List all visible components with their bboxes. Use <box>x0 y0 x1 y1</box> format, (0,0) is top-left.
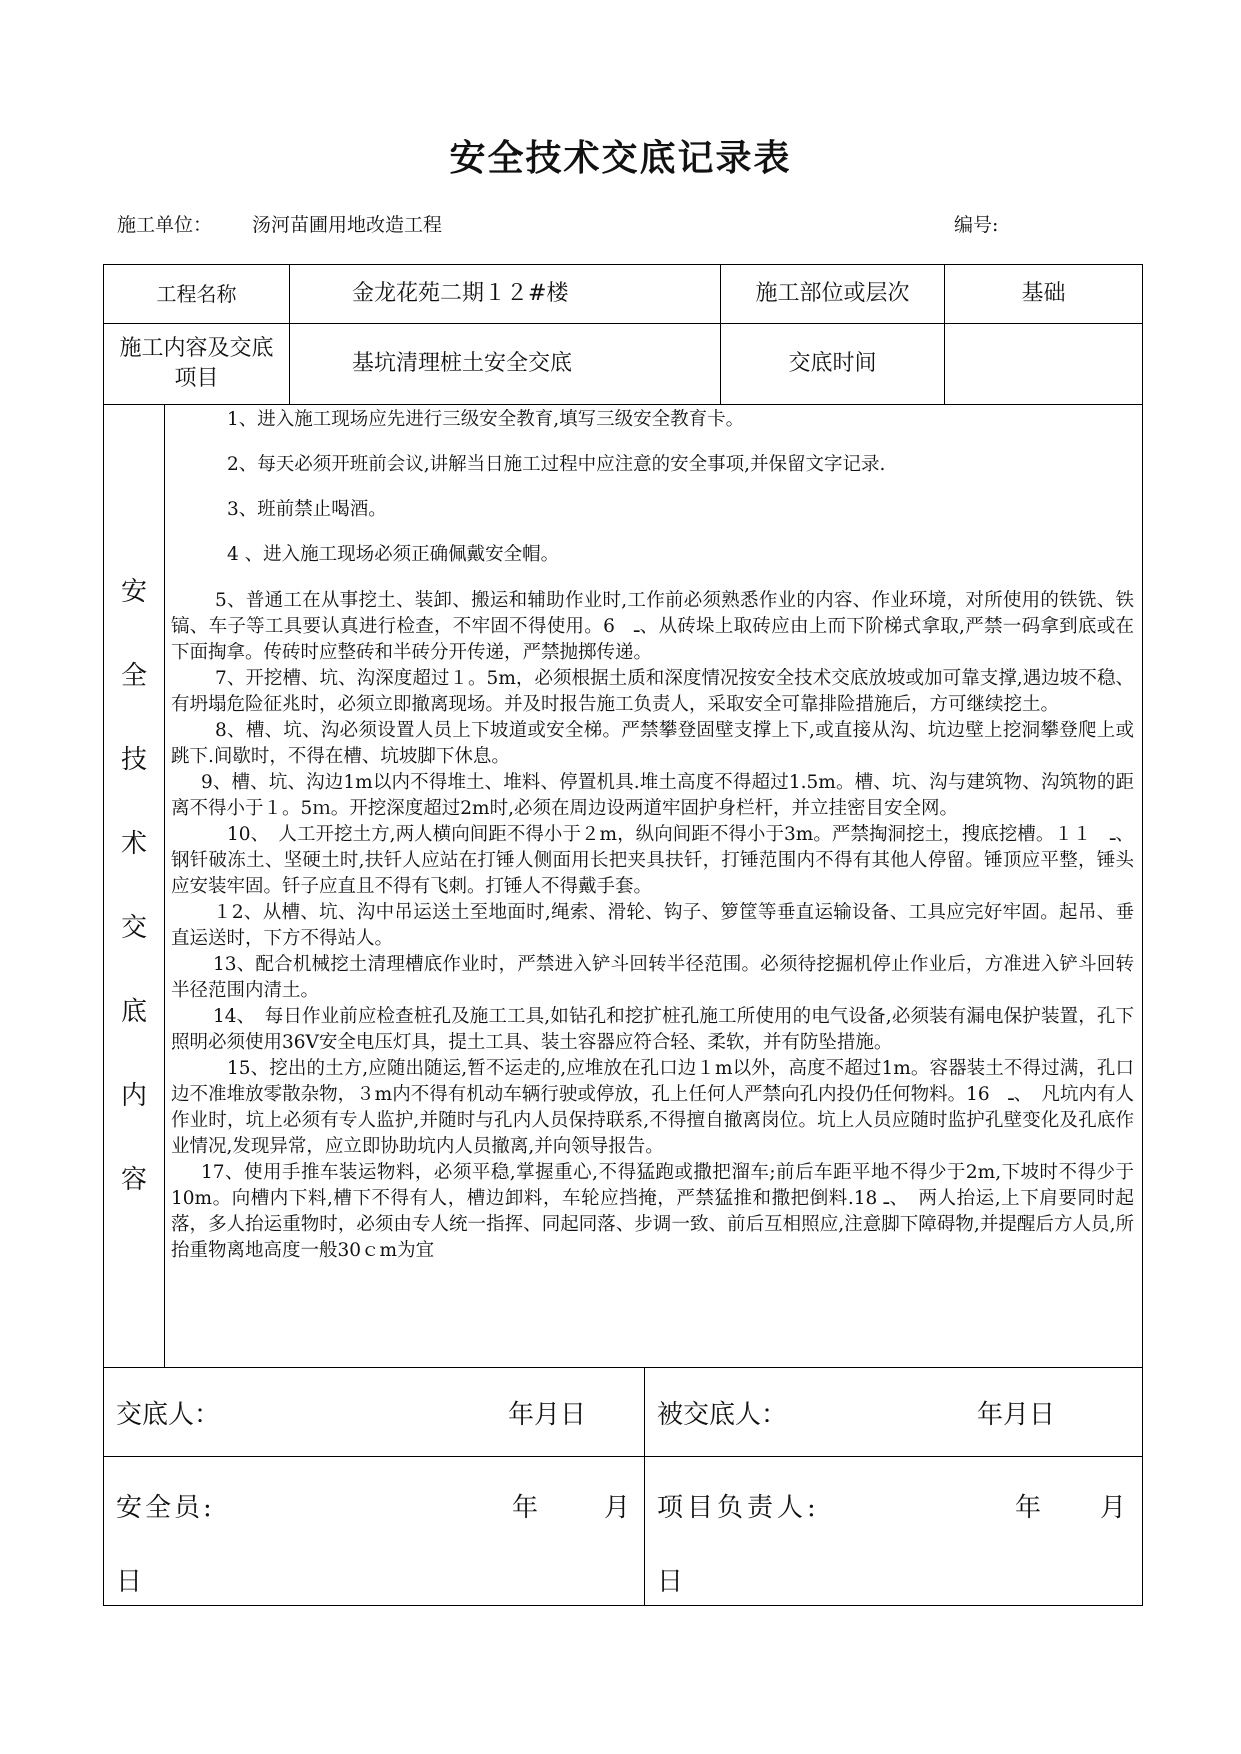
safety-officer-label: 安全员: <box>116 1493 215 1523</box>
section-label-char: 交 <box>120 913 147 943</box>
content-item: 2、每天必须开班前会议,讲解当日施工过程中应注意的安全事项,并保留文字记录. <box>227 454 886 475</box>
content-item-label: 施工内容及交底项目 <box>103 323 290 405</box>
content-item: １2、从槽、坑、沟中吊运送土至地面时,绳索、滑轮、钩子、箩筐等垂直运输设备、工具应完好牢固。起吊、垂直运送时，下方不得站人。 <box>171 902 1134 949</box>
content-item: 14、 每日作业前应检查桩孔及施工工具,如钻孔和挖扩桩孔施工所使用的电气设备,必须装有漏电保护装置，孔下照明必须使用36V安全电压灯具，提土工具、装土容器应符合轻、柔软，并有防坠措施。 <box>171 1006 1134 1053</box>
safety-content-section-label <box>103 404 165 1368</box>
disclosure-time-value <box>944 323 1143 405</box>
safety-content-body <box>164 404 1143 1368</box>
document-number-label: 编号: <box>954 214 999 236</box>
discloser-signature-cell <box>103 1367 645 1457</box>
content-item: 4 、进入施工现场必须正确佩戴安全帽。 <box>227 544 560 565</box>
project-leader-month: 月 <box>1100 1493 1127 1523</box>
content-item: 15、挖出的土方,应随出随运,暂不运走的,应堆放在孔口边１m以外，高度不超过1m。容器装土不得过满，孔口边不准堆放零散杂物，３m内不得有机动车辆行驶或停放，孔上任何人严禁向孔内投仍任何物料。16 ـ、 凡坑内有人作业时，坑上必须有专人监护,并随时与孔内人员保持联系,不得擅自撤离岗位。坑上人员应随时监护孔壁变化及孔底作业情况,发现异常，应立即协助坑内人员撤离,并向领导报告。 <box>171 1058 1134 1157</box>
section-label-char: 安 <box>120 577 147 607</box>
project-leader-signature-cell <box>644 1456 1143 1606</box>
section-label-char: 全 <box>120 661 147 691</box>
safety-officer-day: 日 <box>116 1567 143 1597</box>
section-label-char: 底 <box>120 997 147 1027</box>
discloser-date: 年月日 <box>508 1400 587 1430</box>
content-item: 1、进入施工现场应先进行三级安全教育,填写三级安全教育卡。 <box>227 409 745 430</box>
project-name-label: 工程名称 <box>103 264 290 324</box>
content-item: 8、槽、坑、沟必须设置人员上下坡道或安全梯。严禁攀登固壁支撑上下,或直接从沟、坑边壁上挖洞攀登爬上或跳下.间歇时，不得在槽、坑坡脚下休息。 <box>171 720 1134 767</box>
safety-officer-signature-cell <box>103 1456 645 1606</box>
content-item: 5、普通工在从事挖土、装卸、搬运和辅助作业时,工作前必须熟悉作业的内容、作业环境，对所使用的铁铣、铁镐、车子等工具要认真进行检查，不牢固不得使用。6 ـ、从砖垛上取砖应由上而下阶梯式拿取,严禁一码拿到底或在下面掏拿。传砖时应整砖和半砖分开传递，严禁抛掷传递。 <box>171 590 1134 663</box>
project-leader-year: 年 <box>1015 1493 1042 1523</box>
content-item: 10、 人工开挖土方,两人横向间距不得小于２m，纵向间距不得小于3m。严禁掏洞挖土，搜底挖槽。１１ ـ、钢钎破冻土、坚硬土时,扶钎人应站在打锤人侧面用长把夹具扶钎，打锤范围内不得有其他人停留。锤顶应平整，锤头应安装牢固。钎子应直且不得有飞刺。打锤人不得戴手套。 <box>171 824 1134 897</box>
construction-unit-label: 施工单位： <box>117 214 213 236</box>
receiver-date: 年月日 <box>977 1400 1056 1430</box>
content-item: 9、槽、坑、沟边1m以内不得堆土、堆料、停置机具.堆土高度不得超过1.5m。槽、坑、沟与建筑物、沟筑物的距离不得小于１。5ｍ。开挖深度超过2m时,必须在周边设两道牢固护身栏杆，并立挂密目安全网。 <box>171 772 1134 819</box>
discloser-label: 交底人： <box>116 1400 221 1430</box>
section-label-char: 技 <box>120 745 147 775</box>
project-leader-day: 日 <box>657 1567 684 1597</box>
project-name-value: 金龙花苑二期１２#楼 <box>289 264 721 324</box>
project-leader-label: 项目负责人: <box>657 1493 820 1523</box>
construction-position-value: 基础 <box>944 264 1143 324</box>
receiver-signature-cell <box>644 1367 1143 1457</box>
construction-unit-value: 汤河苗圃用地改造工程 <box>252 214 443 236</box>
disclosure-time-label: 交底时间 <box>720 323 945 405</box>
document-title: 安全技术交底记录表 <box>449 138 792 179</box>
content-item: 3、班前禁止喝酒。 <box>227 499 387 520</box>
section-label-char: 术 <box>120 829 147 859</box>
content-item-value: 基坑清理桩土安全交底 <box>289 323 721 405</box>
section-label-char: 内 <box>120 1081 147 1111</box>
section-label-char: 容 <box>120 1165 147 1195</box>
content-item: 17、使用手推车装运物料，必须平稳,掌握重心,不得猛跑或撒把溜车;前后车距平地不得少于2m,下坡时不得少于10m。向槽内下料,槽下不得有人，槽边卸料，车轮应挡掩，严禁猛推和撒把倒料.ـ 18、 两人抬运,上下肩要同时起落，多人抬运重物时，必须由专人统一指挥、同起同落、步调一致、前后互相照应,注意脚下障碍物,并提醒后方人员,所抬重物离地高度一般30ｃm为宜 <box>171 1162 1134 1261</box>
safety-officer-month: 月 <box>604 1493 631 1523</box>
receiver-label: 被交底人： <box>657 1400 788 1430</box>
construction-position-label: 施工部位或层次 <box>720 264 945 324</box>
content-item: 7、开挖槽、坑、沟深度超过１。5m，必须根据土质和深度情况按安全技术交底放坡或加可靠支撑,遇边坡不稳、有坍塌危险征兆时，必须立即撤离现场。并及时报告施工负责人，采取安全可靠排险措施后，方可继续挖土。 <box>171 668 1134 715</box>
header-row <box>117 210 1017 240</box>
content-item: 13、配合机械挖土清理槽底作业时，严禁进入铲斗回转半径范围。必须待挖掘机停止作业后，方准进入铲斗回转半径范围内清土。 <box>171 954 1134 1001</box>
safety-officer-year: 年 <box>512 1493 539 1523</box>
